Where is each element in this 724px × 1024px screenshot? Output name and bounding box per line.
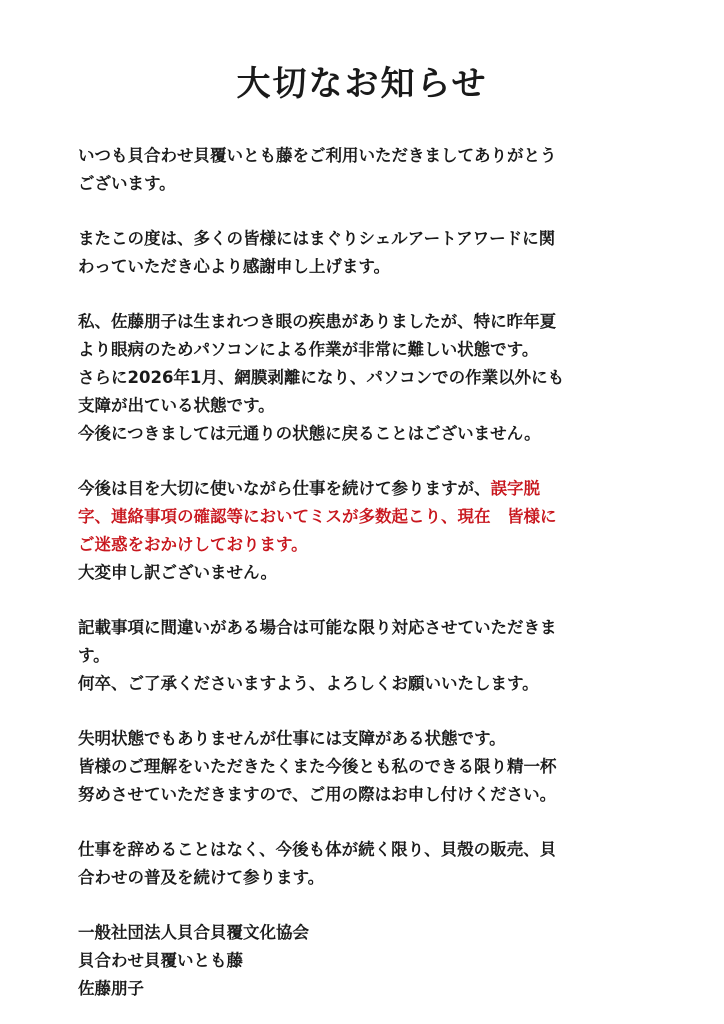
paragraph-line: より眼病のためパソコンによる作業が非常に難しい状態です。 (78, 340, 539, 359)
paragraph-understanding (78, 725, 658, 809)
paragraph-line: いつも貝合わせ貝覆いとも藤をご利用いただきましてありがとう (78, 146, 557, 165)
paragraph-line: 私、佐藤朋子は生まれつき眼の疾患がありましたが、特に昨年夏 (78, 312, 557, 331)
signature-name: 佐藤朋子 (78, 979, 144, 998)
paragraph-line: 失明状態でもありませんが仕事には支障がある状態です。 (78, 729, 506, 748)
paragraph-line: 合わせの普及を続けて参ります。 (78, 868, 325, 887)
paragraph-thanks (78, 142, 658, 198)
paragraph-line (78, 475, 658, 503)
paragraph-line: ございます。 (78, 174, 176, 193)
signature-shop: 貝合わせ貝覆いとも藤 (78, 951, 243, 970)
paragraph-line: 努めさせていただきますので、ご用の際はお申し付けください。 (78, 785, 557, 804)
paragraph-line: 仕事を辞めることはなく、今後も体が続く限り、貝殻の販売、貝 (78, 840, 557, 859)
paragraph-line: またこの度は、多くの皆様にはまぐりシェルアートアワードに関 (78, 229, 556, 248)
paragraph-award-thanks (78, 225, 658, 281)
notice-body (78, 142, 658, 1003)
page-title: 大切なお知らせ (236, 64, 488, 104)
highlight-text: 誤字脱 (490, 479, 540, 498)
signature-organization: 一般社団法人貝合貝覆文化協会 (78, 923, 309, 942)
paragraph-line: す。 (78, 646, 110, 665)
paragraph-line: 支障が出ている状態です。 (78, 396, 275, 415)
paragraph-line: 今後につきましては元通りの状態に戻ることはございません。 (78, 424, 541, 443)
paragraph-continuation (78, 836, 658, 892)
paragraph-line: さらに2026年1月、網膜剥離になり、パソコンでの作業以外にも (78, 368, 565, 387)
paragraph-corrections (78, 614, 658, 698)
paragraph-apology (78, 475, 658, 587)
highlight-text: ご迷惑をおかけしております。 (78, 535, 308, 554)
paragraph-eye-condition (78, 308, 658, 448)
paragraph-text: 今後は目を大切に使いながら仕事を続けて参りますが、 (78, 479, 491, 498)
paragraph-line: 何卒、ご了承くださいますよう、よろしくお願いいたします。 (78, 674, 539, 693)
paragraph-line: 大変申し訳ございません。 (78, 563, 277, 582)
paragraph-line: 皆様のご理解をいただきたくまた今後とも私のできる限り精一杯 (78, 757, 557, 776)
signature-block (78, 919, 658, 1003)
highlight-text: 字、連絡事項の確認等においてミスが多数起こり、現在 皆様に (78, 507, 557, 526)
paragraph-line: 記載事項に間違いがある場合は可能な限り対応させていただきま (78, 618, 557, 637)
paragraph-line: わっていただき心より感謝申し上げます。 (78, 257, 391, 276)
